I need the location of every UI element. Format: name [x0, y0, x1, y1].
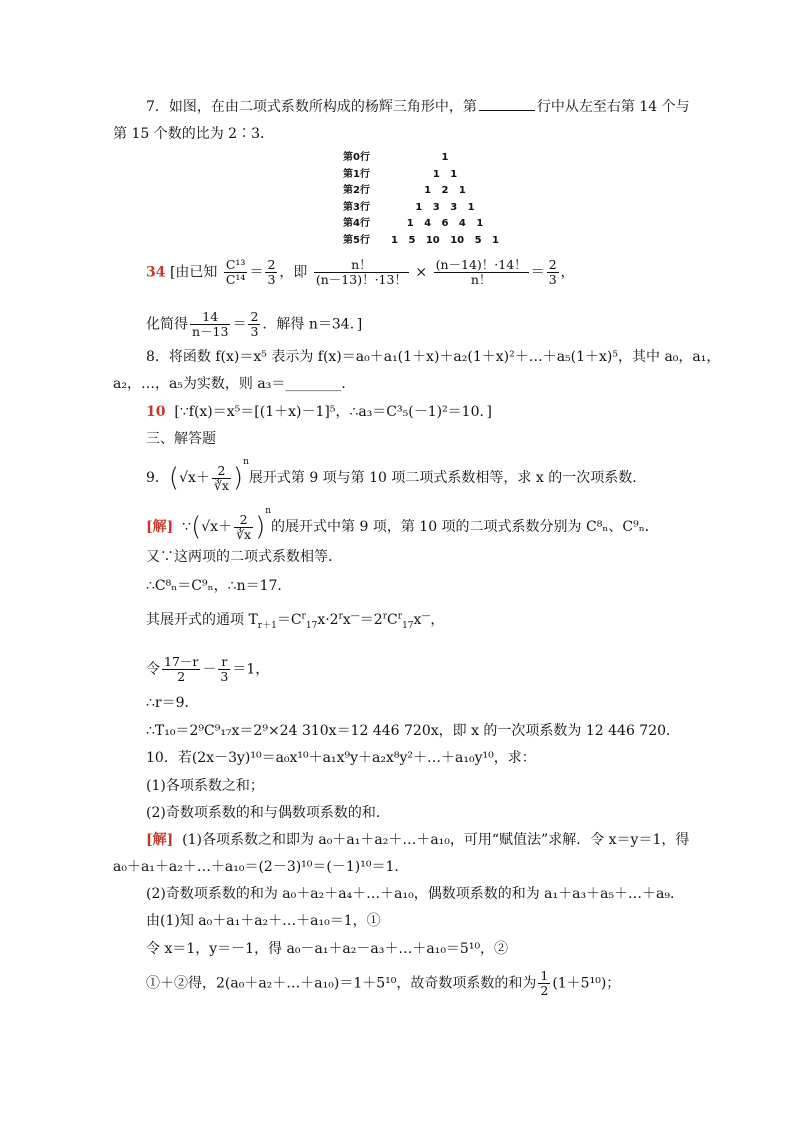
- a10-line5: 令 x＝1，y＝－1，得 a₀－a₁＋a₂－a₃＋…＋a₁₀＝5¹⁰，②: [146, 941, 509, 957]
- q7-line1: 7．如图，在由二项式系数所构成的杨辉三角形中，第 行中从左至右第 14 个与: [146, 96, 690, 117]
- triangle-row: [343, 233, 503, 250]
- q7-line2: 第 15 个数的比为 2∶3．: [113, 126, 274, 142]
- fraction: $\frac{\text{C¹³}}{\text{C¹⁴}}$: [225, 257, 246, 287]
- pascal-triangle: [343, 150, 503, 249]
- q10-line2: (1)各项系数之和；: [146, 778, 264, 794]
- fraction: $\frac{2}{∛x}$: [236, 511, 252, 542]
- a9-line1: [解] ∵(√x＋ $\frac{2}{∛x}$ )$^n$的展开式中第 9 项，第 10 项的二项式系数分别为 C⁸ₙ、C⁹ₙ．: [146, 506, 659, 542]
- fraction: $\frac{2}{∛x}$: [213, 462, 229, 493]
- q10-line3: (2)奇数项系数的和与偶数项系数的和．: [146, 805, 390, 821]
- triangle-row: [343, 150, 503, 167]
- fraction: $\frac{r}{3}$: [220, 654, 229, 684]
- a10-line6: ①＋②得，2(a₀＋a₂＋…＋a₁₀)＝1＋5¹⁰，故奇数项系数的和为 $\frac{1}{2}$ (1＋5¹⁰)；: [146, 968, 621, 998]
- triangle-row: [343, 183, 503, 200]
- fraction: $\frac{14}{n-13}$: [192, 309, 229, 339]
- q8-line1: 8．将函数 f(x)＝x⁵ 表示为 f(x)＝a₀＋a₁(1＋x)＋a₂(1＋x)²＋…＋a₅(1＋x)⁵，其中 a₀，a₁，: [146, 349, 721, 365]
- triangle-row: [343, 200, 503, 217]
- a10-line3: (2)奇数项系数的和为 a₀＋a₂＋a₄＋…＋a₁₀，偶数项系数的和为 a₁＋a₃＋a₅＋…＋a₉．: [146, 886, 685, 902]
- a10-line1: [解] (1)各项系数之和即为 a₀＋a₁＋a₂＋…＋a₁₀，可用“赋值法”求解．令 x＝y＝1，得: [146, 832, 690, 848]
- row-label: 第1行: [343, 168, 370, 180]
- triangle-row: [343, 216, 503, 233]
- a7-line1: 34 [由已知 $\frac{\text{C¹³}}{\text{C¹⁴}}$ ＝ $\frac{2}{3}$ ，即 $\frac{n!}{(n-13)!\cdot 13!}$ × $\frac{(n-14)!\cdot 14!}{n!}$ ＝ $\frac{2}{3}$ ，: [146, 257, 575, 287]
- section-heading: 三、解答题: [146, 431, 216, 447]
- q8-line2: a₂，…，a₅为实数，则 a₃＝________．: [113, 376, 356, 392]
- row-values: 1 5 10 10 5 1: [391, 234, 499, 246]
- fraction: $\frac{(n-14)!\cdot 14!}{n!}$: [435, 257, 527, 287]
- fraction: $\frac{n!}{(n-13)!\cdot 13!}$: [315, 257, 407, 287]
- a8-line: 10 [∵f(x)＝x⁵＝[(1＋x)－1]⁵，∴a₃＝C³₅(－1)²＝10．]: [146, 404, 492, 420]
- row-label: 第0行: [343, 152, 370, 163]
- a10-line4: 由(1)知 a₀＋a₁＋a₂＋…＋a₁₀＝1，①: [146, 913, 381, 929]
- row-label: 第2行: [343, 185, 370, 196]
- a9-line5: 令 $\frac{17-r}{2}$ － $\frac{r}{3}$ ＝1，: [146, 654, 270, 684]
- row-values: 1: [441, 152, 449, 163]
- row-values: 1 2 1: [424, 185, 466, 196]
- a9-line6: ∴r＝9．: [146, 695, 199, 711]
- q10-line1: 10．若(2x－3y)¹⁰＝a₀x¹⁰＋a₁x⁹y＋a₂x⁸y²＋…＋a₁₀y¹⁰，求：: [146, 750, 536, 766]
- a10-line2: a₀＋a₁＋a₂＋…＋a₁₀＝(2－3)¹⁰＝(－1)¹⁰＝1．: [113, 859, 409, 875]
- solution-tag: [解]: [146, 519, 174, 535]
- triangle-row: [343, 167, 503, 184]
- answer-value: 10: [146, 404, 166, 420]
- row-values: 1 4 6 4 1: [406, 218, 484, 229]
- a9-line7: ∴T₁₀＝2⁹C⁹₁₇x＝2⁹×24 310x＝12 446 720x，即 x 的一次项系数为 12 446 720．: [146, 723, 681, 739]
- answer-blank: [479, 96, 535, 111]
- answer-value: 34: [146, 264, 166, 281]
- a9-line3: ∴C⁸ₙ＝C⁹ₙ，∴n＝17．: [146, 578, 292, 594]
- fraction: $\frac{1}{2}$: [540, 968, 549, 998]
- fraction: $\frac{2}{3}$: [250, 309, 259, 339]
- fraction: $\frac{17-r}{2}$: [164, 654, 199, 684]
- a7-line2: 化简得 $\frac{14}{n-13}$ ＝ $\frac{2}{3}$ ．解得 n＝34．]: [146, 309, 363, 339]
- a9-line2: 又∵这两项的二项式系数相等．: [146, 549, 342, 565]
- row-label: 第4行: [343, 218, 370, 229]
- row-values: 1 3 3 1: [415, 201, 475, 213]
- solution-tag: [解]: [146, 832, 174, 848]
- row-label: 第5行: [343, 234, 370, 246]
- q9-line: 9．(√x＋ $\frac{2}{∛x}$ )$^n$展开式第 9 项与第 10 项二项式系数相等，求 x 的一次项系数．: [146, 457, 647, 493]
- row-values: 1 1: [432, 168, 458, 180]
- row-label: 第3行: [343, 201, 370, 213]
- a9-line4: 其展开式的通项 $T_{r+1}=C^r_{17}x\cdot 2^rx^—=2^rC^r_{17}x^—$，: [146, 611, 445, 631]
- fraction: $\frac{2}{3}$: [267, 257, 276, 287]
- fraction: $\frac{2}{3}$: [548, 257, 557, 287]
